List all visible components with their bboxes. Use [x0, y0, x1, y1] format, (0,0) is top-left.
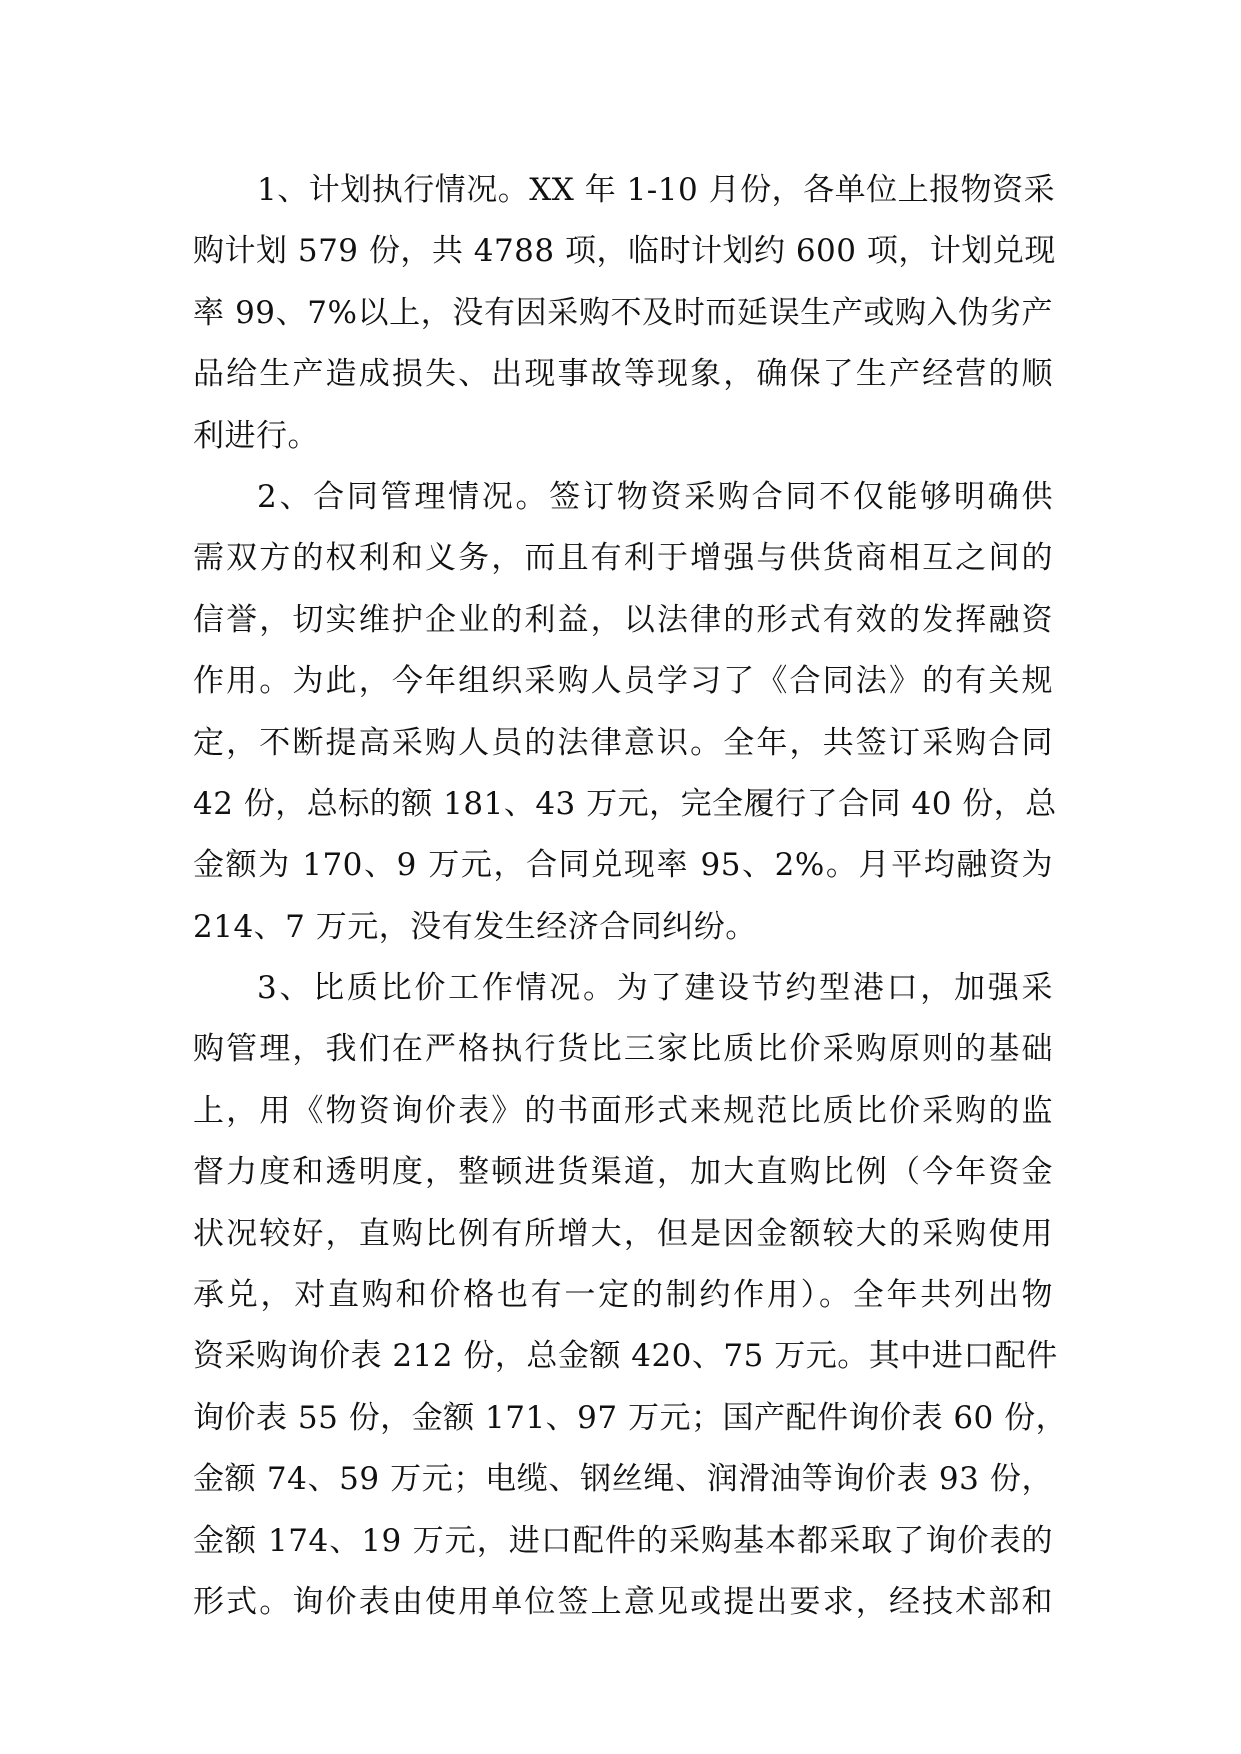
paragraph-2-line-6: 42 份，总标的额 181、43 万元，完全履行了合同 40 份，总 — [193, 785, 1057, 822]
paragraph-3-line-1: 3、比质比价工作情况。为了建设节约型港口，加强采 — [257, 970, 1053, 1007]
paragraph-3-line-7: 资采购询价表 212 份，总金额 420、75 万元。其中进口配件 — [193, 1338, 1058, 1375]
paragraph-3-line-3: 上，用《物资询价表》的书面形式来规范比质比价采购的监 — [193, 1092, 1053, 1129]
paragraph-2-line-8: 214、7 万元，没有发生经济合同纠纷。 — [193, 908, 757, 945]
paragraph-1-line-1: 1、计划执行情况。XX 年 1-10 月份，各单位上报物资采 — [257, 172, 1056, 208]
paragraph-3-line-4: 督力度和透明度，整顿进货渠道，加大直购比例（今年资金 — [193, 1154, 1053, 1191]
paragraph-3-line-11: 形式。询价表由使用单位签上意见或提出要求，经技术部和 — [193, 1583, 1053, 1620]
paragraph-2-line-1: 2、合同管理情况。签订物资采购合同不仅能够明确供 — [257, 478, 1053, 515]
paragraph-3-line-8: 询价表 55 份，金额 171、97 万元；国产配件询价表 60 份， — [193, 1399, 1068, 1436]
paragraph-2-line-5: 定，不断提高采购人员的法律意识。全年，共签订采购合同 — [193, 724, 1053, 761]
paragraph-2-line-3: 信誉，切实维护企业的利益，以法律的形式有效的发挥融资 — [193, 601, 1053, 638]
paragraph-3-line-5: 状况较好，直购比例有所增大，但是因金额较大的采购使用 — [193, 1215, 1053, 1252]
paragraph-3-line-10: 金额 174、19 万元，进口配件的采购基本都采取了询价表的 — [193, 1522, 1053, 1559]
paragraph-1-line-3: 率 99、7%以上，没有因采购不及时而延误生产或购入伪劣产 — [193, 294, 1053, 331]
paragraph-3-line-9: 金额 74、59 万元；电缆、钢丝绳、润滑油等询价表 93 份， — [193, 1461, 1053, 1498]
paragraph-1-line-4: 品给生产造成损失、出现事故等现象，确保了生产经营的顺 — [193, 356, 1053, 393]
paragraph-1-line-2: 购计划 579 份，共 4788 项，临时计划约 600 项，计划兑现 — [193, 233, 1056, 270]
paragraph-2-line-4: 作用。为此，今年组织采购人员学习了《合同法》的有关规 — [193, 663, 1053, 700]
paragraph-2-line-2: 需双方的权利和义务，而且有利于增强与供货商相互之间的 — [193, 540, 1053, 577]
paragraph-3-line-2: 购管理，我们在严格执行货比三家比质比价采购原则的基础 — [193, 1031, 1053, 1068]
paragraph-2-line-7: 金额为 170、9 万元，合同兑现率 95、2%。月平均融资为 — [193, 847, 1053, 884]
paragraph-1-line-5: 利进行。 — [193, 417, 319, 454]
paragraph-3-line-6: 承兑，对直购和价格也有一定的制约作用）。全年共列出物 — [193, 1277, 1053, 1314]
document-body — [193, 160, 1068, 1633]
